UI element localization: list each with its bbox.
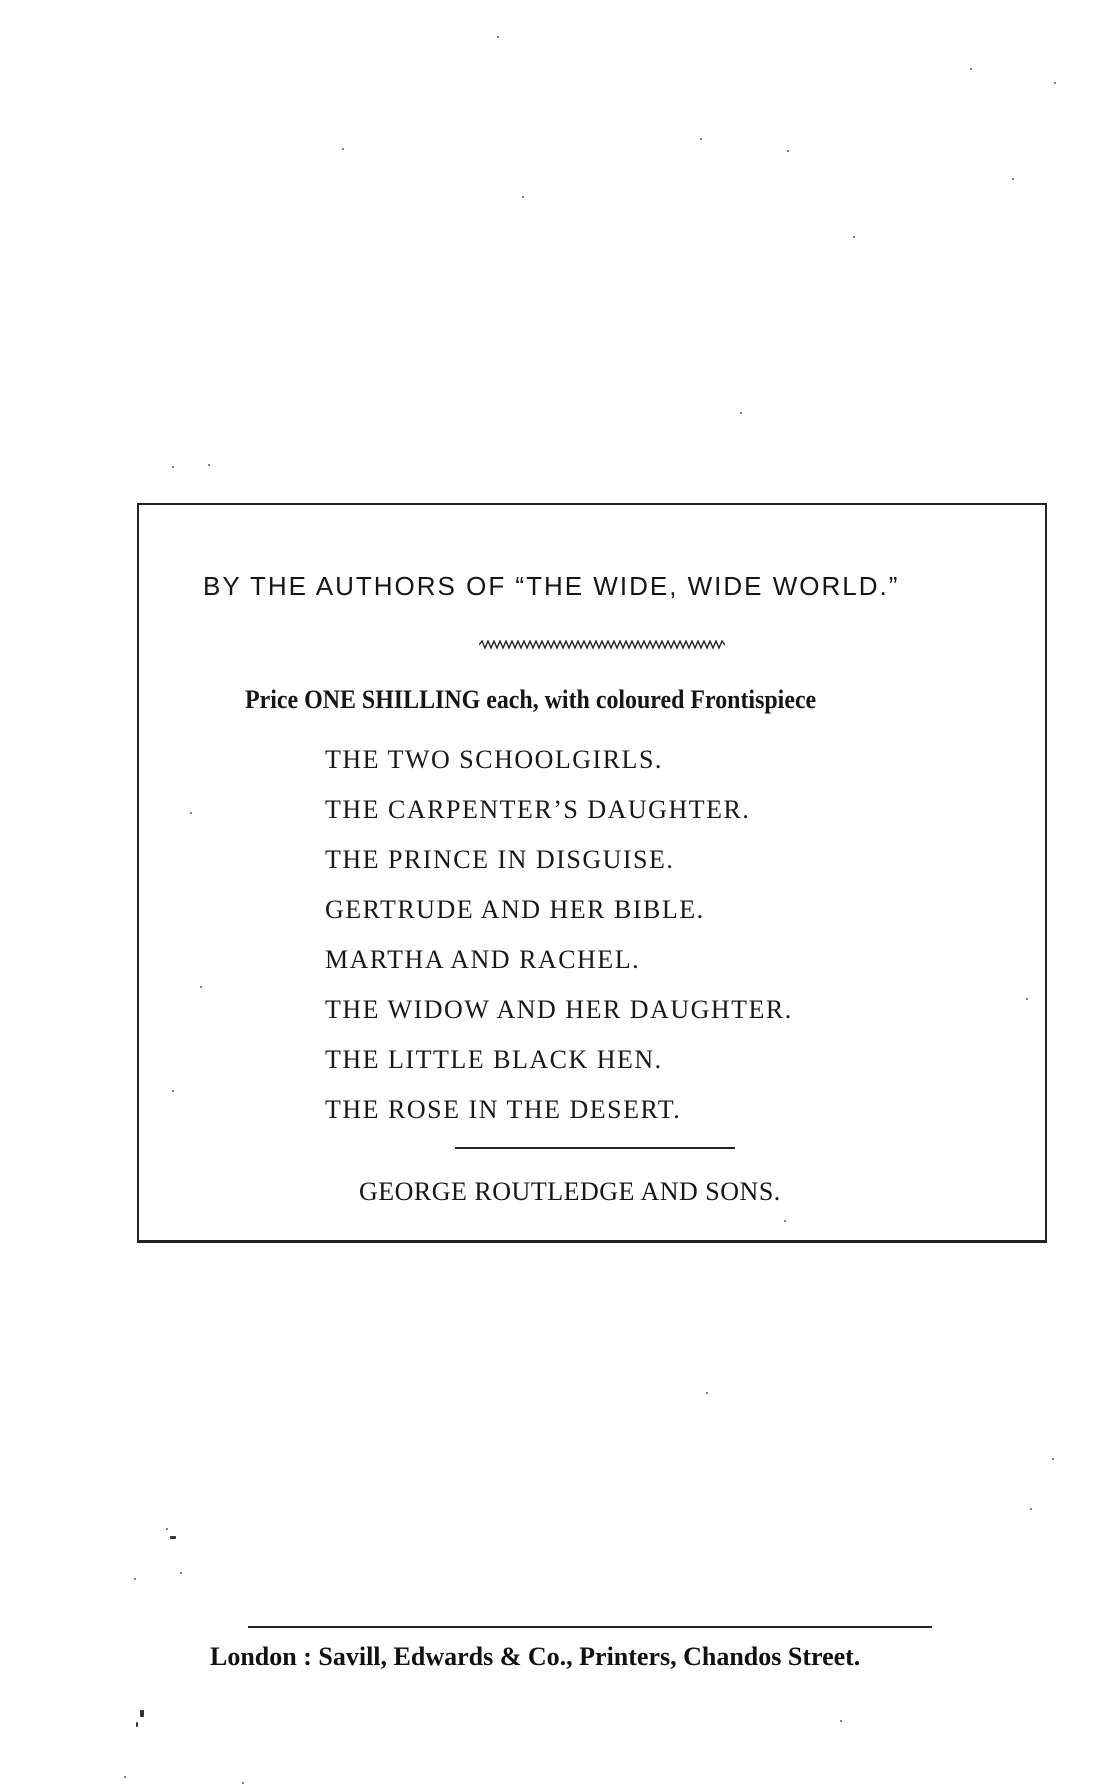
scan-speck [172, 1090, 174, 1092]
book-title: GERTRUDE AND HER BIBLE. [325, 895, 705, 924]
scan-speck [497, 36, 499, 38]
advertisement-box [137, 503, 1047, 1243]
book-title: MARTHA AND RACHEL. [325, 945, 641, 974]
scan-speck [166, 1528, 168, 1530]
printer-imprint: London : Savill, Edwards & Co., Printers, Chandos Street. [210, 1642, 861, 1671]
ornament-divider [479, 640, 725, 650]
scan-speck [208, 464, 210, 466]
price-line: Price ONE SHILLING each, with coloured Frontispiece [245, 685, 817, 714]
scan-speck [242, 1782, 244, 1784]
separator-rule [455, 1147, 735, 1149]
scan-speck [1054, 82, 1056, 84]
scan-speck [134, 1578, 136, 1580]
scan-speck [342, 148, 344, 150]
book-title-list [325, 735, 793, 1135]
scan-speck [970, 68, 972, 70]
scan-speck [180, 1572, 182, 1574]
book-title: THE CARPENTER’S DAUGHTER. [325, 795, 751, 824]
scan-speck [172, 466, 174, 468]
scan-speck [200, 986, 202, 988]
book-title: THE LITTLE BLACK HEN. [325, 1045, 663, 1074]
scan-speck [784, 1220, 786, 1222]
book-title: THE TWO SCHOOLGIRLS. [325, 745, 663, 774]
scan-speck [124, 1776, 126, 1778]
scan-speck [1026, 998, 1028, 1000]
book-title: THE PRINCE IN DISGUISE. [325, 845, 675, 874]
scan-speck [840, 1720, 842, 1722]
scan-speck [140, 1710, 144, 1717]
scan-speck [1052, 1458, 1054, 1460]
book-title: THE ROSE IN THE DESERT. [325, 1095, 682, 1124]
scan-speck [1030, 1508, 1032, 1510]
scan-speck [787, 150, 789, 152]
publisher-name: GEORGE ROUTLEDGE AND SONS. [359, 1177, 781, 1206]
scan-speck [740, 412, 742, 414]
scan-speck [170, 1536, 176, 1539]
scan-speck [853, 236, 855, 238]
scan-speck [136, 1722, 138, 1727]
advertisement-heading: BY THE AUTHORS OF “THE WIDE, WIDE WORLD.” [203, 571, 900, 601]
scan-speck [1012, 178, 1014, 180]
scan-speck [522, 196, 524, 198]
scan-speck [700, 138, 702, 140]
scan-speck [190, 812, 192, 814]
scan-speck [706, 1392, 708, 1394]
imprint-rule [248, 1626, 932, 1628]
book-title: THE WIDOW AND HER DAUGHTER. [325, 995, 793, 1024]
